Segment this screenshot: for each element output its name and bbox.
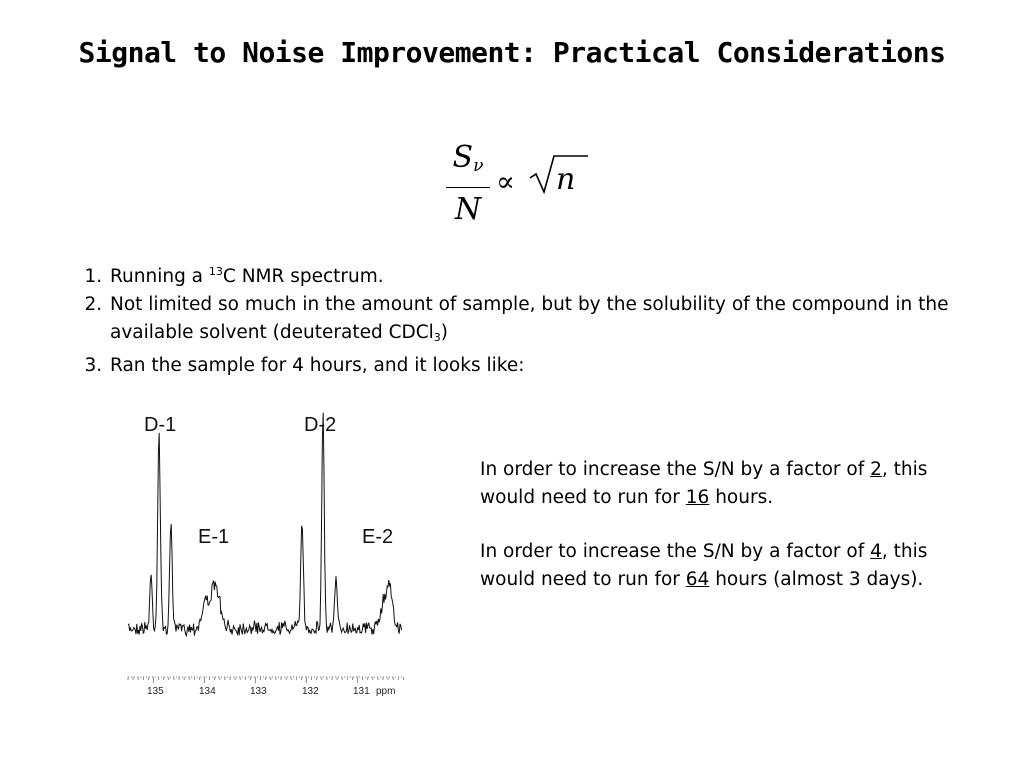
- tick-label-134: 134: [199, 686, 216, 697]
- item-text: C NMR spectrum.: [222, 266, 384, 287]
- peak-label-d1: D-1: [144, 414, 177, 436]
- hours-value: 64: [685, 568, 710, 590]
- formula-radicand: n: [556, 162, 576, 197]
- item-text: Running a: [110, 266, 209, 287]
- isotope-superscript: 13: [208, 265, 223, 278]
- peak-label-d2: D-2: [304, 414, 337, 436]
- axis-unit-label: ppm: [376, 686, 396, 697]
- considerations-list: [62, 258, 968, 380]
- ppm-axis-ticks: [128, 677, 403, 683]
- formula-denominator: N: [454, 192, 482, 227]
- note-text: hours (almost 3 days).: [709, 568, 924, 590]
- peak-label-e2: E-2: [362, 526, 394, 548]
- note-factor-2: [480, 456, 940, 511]
- list-item: [108, 291, 968, 352]
- note-text: In order to increase the S/N by a factor of: [480, 541, 871, 562]
- item-text: ): [440, 322, 449, 343]
- note-text: , this would need to run for: [480, 541, 928, 590]
- spectrum-trace: [128, 413, 402, 636]
- hours-value: 16: [685, 486, 710, 508]
- fraction: [446, 140, 490, 228]
- peak-label-e1: E-1: [198, 526, 230, 548]
- item-text: Not limited so much in the amount of sample, but by the solubility of the compound in the available solvent (deuterated CDCl: [110, 294, 949, 343]
- item-text: Ran the sample for 4 hours, and it looks like:: [110, 355, 525, 376]
- note-factor-4: [480, 538, 940, 593]
- formula-numerator: [446, 140, 490, 184]
- factor-value: 2: [870, 459, 882, 480]
- explanation-text: [480, 456, 940, 620]
- note-text: hours.: [709, 486, 774, 508]
- factor-value: 4: [870, 541, 882, 562]
- tick-label-133: 133: [250, 686, 267, 697]
- numerator-subscript: ν: [473, 156, 484, 176]
- list-item: [108, 258, 968, 291]
- tick-label-132: 132: [302, 686, 319, 697]
- note-text: , this would need to run for: [480, 459, 928, 508]
- list-item: [108, 352, 968, 380]
- fraction-bar: [446, 187, 490, 188]
- tick-label-135: 135: [147, 686, 164, 697]
- signal-noise-formula: [440, 140, 590, 230]
- proportional-symbol: ∝: [496, 165, 515, 198]
- numerator-symbol: S: [452, 140, 474, 175]
- tick-label-131: 131: [353, 686, 370, 697]
- formula-subscript: 3: [433, 331, 441, 344]
- nmr-spectrum: [124, 404, 410, 704]
- note-text: In order to increase the S/N by a factor of: [480, 459, 871, 480]
- page-title: Signal to Noise Improvement: Practical Considerations: [78, 36, 946, 69]
